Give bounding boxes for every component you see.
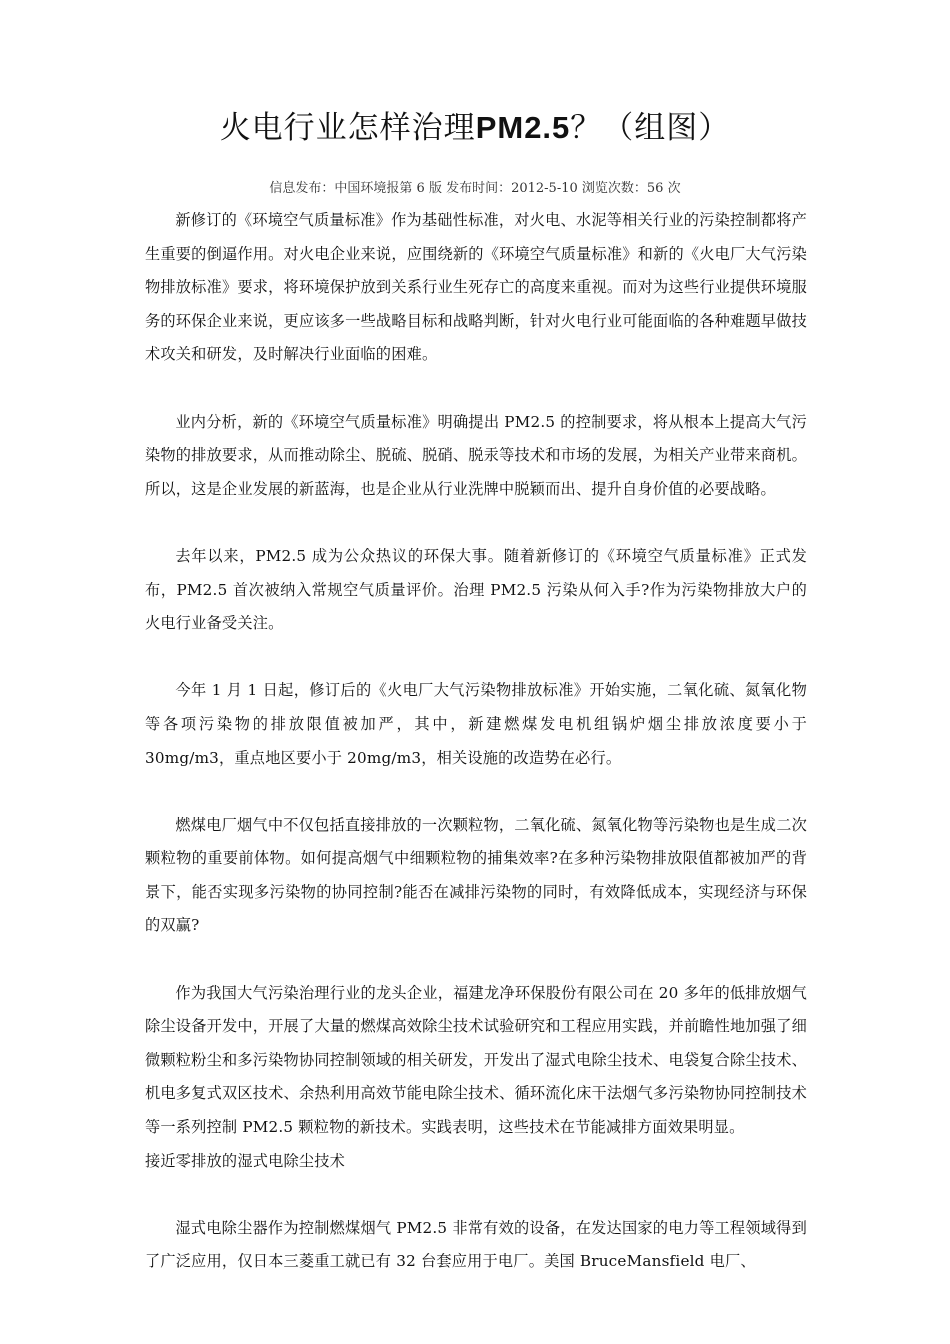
paragraph-4: 今年 1 月 1 日起，修订后的《火电厂大气污染物排放标准》开始实施，二氧化硫、氮氧化物等各项污染物的排放限值被加严，其中，新建燃煤发电机组锅炉烟尘排放浓度要小于 30mg/m3，重点地区要小于 20mg/m3，相关设施的改造势在必行。 xyxy=(145,681,807,767)
paragraph-1: 新修订的《环境空气质量标准》作为基础性标准，对火电、水泥等相关行业的污染控制都将产生重要的倒逼作用。对火电企业来说，应围绕新的《环境空气质量标准》和新的《火电厂大气污染物排放标准》要求，将环境保护放到关系行业生死存亡的高度来重视。而对为这些行业提供环境服务的环保企业来说，更应该多一些战略目标和战略判断，针对火电行业可能面临的各种难题早做技术攻关和研发，及时解决行业面临的困难。 xyxy=(145,211,807,364)
page-title xyxy=(0,106,950,150)
article-body xyxy=(145,204,807,1279)
paragraph-2: 业内分析，新的《环境空气质量标准》明确提出 PM2.5 的控制要求，将从根本上提高大气污染物的排放要求，从而推动除尘、脱硫、脱硝、脱汞等技术和市场的发展，为相关产业带来商机。所以，这是企业发展的新蓝海，也是企业从行业洗牌中脱颖而出、提升自身价值的必要战略。 xyxy=(145,412,807,498)
paragraph-7: 湿式电除尘器作为控制燃煤烟气 PM2.5 非常有效的设备，在发达国家的电力等工程领域得到了广泛应用，仅日本三菱重工就已有 32 台套应用于电厂。美国 BruceMansfield 电厂、 xyxy=(145,1218,807,1271)
section-heading: 接近零排放的湿式电除尘技术 xyxy=(145,1151,346,1170)
publication-info: 信息发布：中国环境报第 6 版 发布时间：2012-5-10 浏览次数：56 次 xyxy=(269,181,681,196)
title-prefix: 火电行业怎样治理 xyxy=(219,110,476,146)
paragraph-5: 燃煤电厂烟气中不仅包括直接排放的一次颗粒物，二氧化硫、氮氧化物等污染物也是生成二次颗粒物的重要前体物。如何提高烟气中细颗粒物的捕集效率?在多种污染物排放限值都被加严的背景下，能否实现多污染物的协同控制?能否在减排污染物的同时，有效降低成本，实现经济与环保的双赢? xyxy=(145,815,807,935)
title-latin: PM2.5 xyxy=(475,110,571,145)
paragraph-6: 作为我国大气污染治理行业的龙头企业，福建龙净环保股份有限公司在 20 多年的低排放烟气除尘设备开发中，开展了大量的燃煤高效除尘技术试验研究和工程应用实践，并前瞻性地加强了细微颗粒粉尘和多污染物协同控制领域的相关研发，开发出了湿式电除尘技术、电袋复合除尘技术、机电多复式双区技术、余热利用高效节能电除尘技术、循环流化床干法烟气多污染物协同控制技术等一系列控制 PM2.5 颗粒物的新技术。实践表明，这些技术在节能减排方面效果明显。 xyxy=(145,983,807,1137)
paragraph-3: 去年以来，PM2.5 成为公众热议的环保大事。随着新修订的《环境空气质量标准》正式发布，PM2.5 首次被纳入常规空气质量评价。治理 PM2.5 污染从何入手?作为污染物排放大户的火电行业备受关注。 xyxy=(145,546,807,633)
title-suffix: ？（组图） xyxy=(570,110,731,146)
